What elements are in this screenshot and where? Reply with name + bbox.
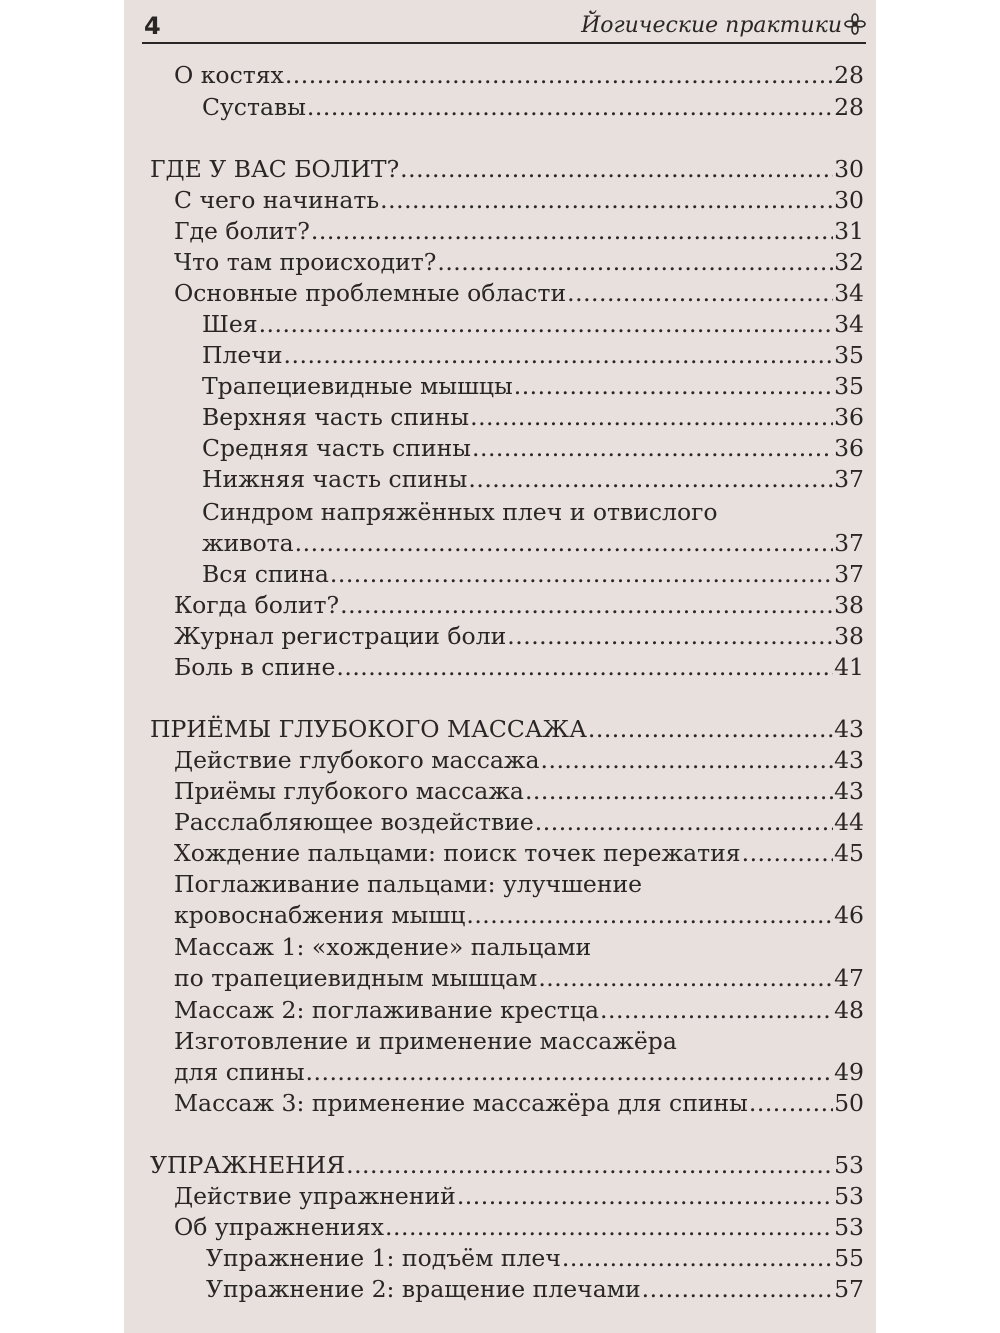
dot-leader: [295, 528, 833, 559]
toc-entry-page: 45: [834, 839, 864, 867]
dot-leader: [562, 1243, 833, 1274]
dot-leader: [336, 652, 833, 683]
toc-entry-row: [174, 652, 864, 683]
toc-entry-page: 38: [834, 622, 864, 650]
toc-entry-row: [174, 60, 864, 91]
toc-entry-title: по трапециевидным мышцам: [174, 964, 538, 992]
dot-leader: [525, 776, 833, 807]
toc-entry-page: 38: [834, 591, 864, 619]
toc-entry: [174, 1088, 864, 1119]
toc-entry-page: 43: [834, 715, 864, 743]
dot-leader: [311, 216, 833, 247]
toc-entry-title: Основные проблемные области: [174, 279, 567, 307]
dot-leader: [330, 559, 833, 590]
toc-entry-page: 41: [834, 653, 864, 681]
toc-entry: [202, 497, 864, 559]
toc-entry: [202, 92, 864, 123]
dot-leader: [284, 340, 834, 371]
toc-entry-page: 55: [834, 1244, 864, 1272]
toc-entry: [174, 745, 864, 776]
toc-entry: [174, 185, 864, 216]
toc-entry-row: [174, 1181, 864, 1212]
toc-entry-row: [202, 309, 864, 340]
toc-entry-title: Синдром напряжённых плеч и отвислого: [202, 498, 718, 526]
toc-entry-page: 35: [834, 372, 864, 400]
table-of-contents: [124, 0, 876, 1333]
toc-entry-page: 35: [834, 341, 864, 369]
toc-entry-row: [174, 900, 864, 931]
toc-entry-title: Суставы: [202, 93, 306, 121]
toc-entry-title: Массаж 1: «хождение» пальцами: [174, 933, 592, 961]
toc-entry-title: Хождение пальцами: поиск точек пережатия: [174, 839, 741, 867]
dot-leader: [437, 247, 833, 278]
toc-entry-row: [202, 433, 864, 464]
toc-entry-page: 57: [834, 1275, 864, 1303]
toc-entry-title: ГДЕ У ВАС БОЛИТ?: [150, 155, 400, 183]
toc-entry: [202, 464, 864, 495]
toc-entry-row: [174, 838, 864, 869]
toc-entry: [202, 402, 864, 433]
toc-entry-page: 43: [834, 777, 864, 805]
toc-entry-page: 37: [834, 560, 864, 588]
toc-entry-page: 37: [834, 465, 864, 493]
toc-entry-title: кровоснабжения мышц: [174, 901, 466, 929]
toc-entry-page: 48: [834, 996, 864, 1024]
toc-entry-title: Нижняя часть спины: [202, 465, 468, 493]
toc-entry-page: 53: [834, 1182, 864, 1210]
toc-entry-page: 49: [834, 1058, 864, 1086]
toc-entry: [150, 154, 864, 185]
running-title: Йогические практики: [581, 13, 842, 38]
dot-leader: [346, 1150, 833, 1181]
toc-entry-row: [174, 590, 864, 621]
toc-entry-row: [174, 807, 864, 838]
toc-entry-title: для спины: [174, 1058, 305, 1086]
dot-leader: [749, 1088, 833, 1119]
dot-leader: [538, 963, 833, 994]
toc-entry: [174, 1026, 864, 1088]
page-number: 4: [144, 12, 161, 40]
toc-entry-title: С чего начинать: [174, 186, 380, 214]
dot-leader: [567, 278, 833, 309]
toc-entry-title: Упражнение 1: подъём плеч: [206, 1244, 561, 1272]
dot-leader: [306, 1057, 834, 1088]
toc-entry-row: [202, 464, 864, 495]
toc-entry: [174, 652, 864, 683]
dot-leader: [468, 464, 833, 495]
toc-entry-page: 28: [834, 61, 864, 89]
toc-entry-row: [174, 776, 864, 807]
toc-entry-page: 46: [834, 901, 864, 929]
toc-entry-page: 47: [834, 964, 864, 992]
toc-entry-title: Действие глубокого массажа: [174, 746, 540, 774]
toc-entry-title: ПРИЁМЫ ГЛУБОКОГО МАССАЖА: [150, 715, 587, 743]
dot-leader: [385, 1212, 833, 1243]
toc-entry-title: Вся спина: [202, 560, 329, 588]
toc-entry-row: [174, 247, 864, 278]
toc-entry: [202, 433, 864, 464]
toc-entry: [174, 216, 864, 247]
toc-entry-row: [174, 1212, 864, 1243]
toc-entry-row: [202, 340, 864, 371]
toc-entry: [150, 1150, 864, 1181]
toc-entry-page: 37: [834, 529, 864, 557]
toc-entry: [206, 1274, 864, 1305]
toc-entry-page: 53: [834, 1213, 864, 1241]
toc-entry-title: Журнал регистрации боли: [174, 622, 507, 650]
toc-entry-row: [174, 745, 864, 776]
toc-entry-title: Массаж 3: применение массажёра для спины: [174, 1089, 748, 1117]
toc-entry: [174, 60, 864, 91]
dot-leader: [470, 402, 833, 433]
dot-leader: [535, 807, 833, 838]
toc-entry-title: Когда болит?: [174, 591, 340, 619]
toc-entry-row: [150, 1150, 864, 1181]
toc-entry-title: О костях: [174, 61, 284, 89]
toc-entry-page: 34: [834, 279, 864, 307]
toc-entry: [174, 1212, 864, 1243]
toc-entry-row: [174, 1057, 864, 1088]
toc-entry-title: Трапециевидные мышцы: [202, 372, 513, 400]
dot-leader: [742, 838, 833, 869]
toc-entry-row: [174, 621, 864, 652]
toc-entry: [174, 838, 864, 869]
toc-entry-title: Массаж 2: поглаживание крестца: [174, 996, 600, 1024]
toc-entry-title: Где болит?: [174, 217, 310, 245]
dot-leader: [340, 590, 833, 621]
toc-entry-row: [174, 995, 864, 1026]
dot-leader: [541, 745, 834, 776]
toc-entry-page: 44: [834, 808, 864, 836]
toc-entry-page: 28: [834, 93, 864, 121]
dot-leader: [472, 433, 833, 464]
toc-entry-title: Упражнение 2: вращение плечами: [206, 1275, 641, 1303]
dot-leader: [514, 371, 833, 402]
toc-entry-page: 34: [834, 310, 864, 338]
dot-leader: [507, 621, 833, 652]
toc-entry-page: 30: [834, 155, 864, 183]
dot-leader: [642, 1274, 833, 1305]
toc-entry: [174, 807, 864, 838]
dot-leader: [457, 1181, 833, 1212]
toc-entry-title: Что там происходит?: [174, 248, 437, 276]
toc-entry-page: 31: [834, 217, 864, 245]
toc-entry: [202, 559, 864, 590]
toc-entry-title: УПРАЖНЕНИЯ: [150, 1151, 346, 1179]
toc-entry: [174, 247, 864, 278]
toc-entry: [174, 590, 864, 621]
toc-entry-title: Средняя часть спины: [202, 434, 472, 462]
toc-entry: [202, 309, 864, 340]
toc-entry: [174, 995, 864, 1026]
dot-leader: [380, 185, 833, 216]
toc-entry-title: Об упражнениях: [174, 1213, 385, 1241]
toc-entry-title: Изготовление и применение массажёра: [174, 1027, 677, 1055]
toc-entry-page: 53: [834, 1151, 864, 1179]
toc-entry-title: Действие упражнений: [174, 1182, 456, 1210]
toc-entry-row: [174, 216, 864, 247]
toc-entry-page: 43: [834, 746, 864, 774]
toc-entry-row: [202, 92, 864, 123]
toc-entry: [174, 932, 864, 994]
toc-entry-title: Поглаживание пальцами: улучшение: [174, 870, 643, 898]
toc-entry-row: [202, 528, 864, 559]
toc-entry: [174, 621, 864, 652]
toc-entry-title: Приёмы глубокого массажа: [174, 777, 524, 805]
toc-entry-title: Шея: [202, 310, 258, 338]
toc-entry: [150, 714, 864, 745]
toc-entry: [206, 1243, 864, 1274]
toc-entry-row: [174, 963, 864, 994]
dot-leader: [400, 154, 833, 185]
dot-leader: [466, 900, 833, 931]
toc-entry-row: [206, 1243, 864, 1274]
toc-entry-row: [202, 559, 864, 590]
book-page: [124, 0, 876, 1333]
toc-entry-row: [206, 1274, 864, 1305]
toc-entry-row: [150, 714, 864, 745]
toc-entry-title: Боль в спине: [174, 653, 336, 681]
toc-entry-page: 36: [834, 403, 864, 431]
toc-entry-title: Верхняя часть спины: [202, 403, 470, 431]
toc-entry: [174, 869, 864, 931]
toc-entry-row: [150, 154, 864, 185]
dot-leader: [307, 92, 833, 123]
dot-leader: [588, 714, 833, 745]
toc-entry-row: [202, 402, 864, 433]
toc-entry: [174, 776, 864, 807]
toc-entry: [202, 371, 864, 402]
toc-entry-page: 50: [834, 1089, 864, 1117]
dot-leader: [285, 60, 833, 91]
toc-entry: [174, 1181, 864, 1212]
toc-entry-row: [174, 1088, 864, 1119]
toc-entry: [174, 278, 864, 309]
toc-entry-page: 30: [834, 186, 864, 214]
toc-entry-page: 36: [834, 434, 864, 462]
toc-entry-title: Плечи: [202, 341, 283, 369]
dot-leader: [259, 309, 834, 340]
toc-entry-row: [174, 278, 864, 309]
toc-entry-row: [202, 371, 864, 402]
dot-leader: [600, 995, 833, 1026]
toc-entry-page: 32: [834, 248, 864, 276]
toc-entry-title: живота: [202, 529, 294, 557]
toc-entry-title: Расслабляющее воздействие: [174, 808, 534, 836]
toc-entry: [202, 340, 864, 371]
toc-entry-row: [174, 185, 864, 216]
